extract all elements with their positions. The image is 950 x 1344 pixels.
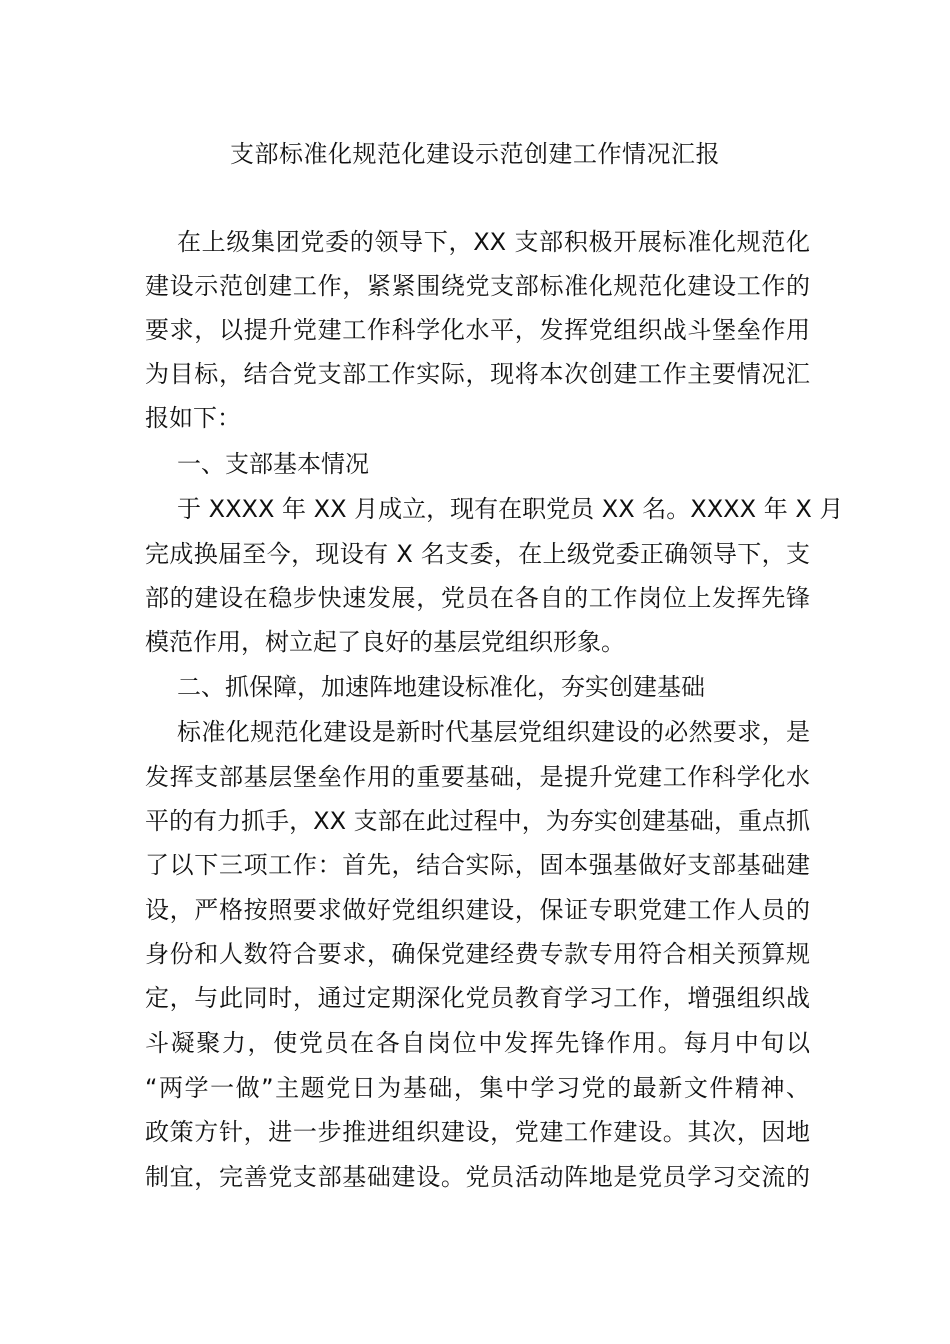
body-line: “两学一做”主题党日为基础，集中学习党的最新文件精神、 [145, 1074, 810, 1102]
body-line: 标准化规范化建设是新时代基层党组织建设的必然要求，是 [177, 718, 810, 746]
body-line: 斗凝聚力，使党员在各自岗位中发挥先锋作用。每月中旬以 [145, 1029, 810, 1057]
body-line: 了以下三项工作：首先，结合实际，固本强基做好支部基础建 [145, 851, 810, 879]
body-line: 制宜，完善党支部基础建设。党员活动阵地是党员学习交流的 [145, 1163, 810, 1191]
body-line: 为目标，结合党支部工作实际，现将本次创建工作主要情况汇 [145, 360, 810, 388]
section-heading: 一、支部基本情况 [177, 450, 369, 478]
body-line: 模范作用，树立起了良好的基层党组织形象。 [145, 628, 625, 656]
body-line: 完成换届至今，现设有 X 名支委，在上级党委正确领导下，支 [145, 540, 810, 568]
body-line: 发挥支部基层堡垒作用的重要基础，是提升党建工作科学化水 [145, 763, 810, 791]
body-line: 于 XXXX 年 XX 月成立，现有在职党员 XX 名。XXXX 年 X 月 [177, 495, 844, 523]
body-line: 身份和人数符合要求，确保党建经费专款专用符合相关预算规 [145, 940, 810, 968]
body-line: 设，严格按照要求做好党组织建设，保证专职党建工作人员的 [145, 896, 810, 924]
body-line: 政策方针，进一步推进组织建设，党建工作建设。其次，因地 [145, 1118, 810, 1146]
body-line: 要求，以提升党建工作科学化水平，发挥党组织战斗堡垒作用 [145, 316, 810, 344]
body-line: 报如下： [145, 404, 241, 432]
body-line: 建设示范创建工作，紧紧围绕党支部标准化规范化建设工作的 [145, 272, 810, 300]
body-line: 部的建设在稳步快速发展，党员在各自的工作岗位上发挥先锋 [145, 584, 810, 612]
document-title: 支部标准化规范化建设示范创建工作情况汇报 [230, 140, 720, 168]
body-line: 在上级集团党委的领导下，XX 支部积极开展标准化规范化 [177, 228, 810, 256]
body-line: 定，与此同时，通过定期深化党员教育学习工作，增强组织战 [145, 984, 810, 1012]
body-line: 平的有力抓手，XX 支部在此过程中，为夯实创建基础，重点抓 [145, 807, 810, 835]
section-heading: 二、抓保障，加速阵地建设标准化，夯实创建基础 [177, 673, 705, 701]
